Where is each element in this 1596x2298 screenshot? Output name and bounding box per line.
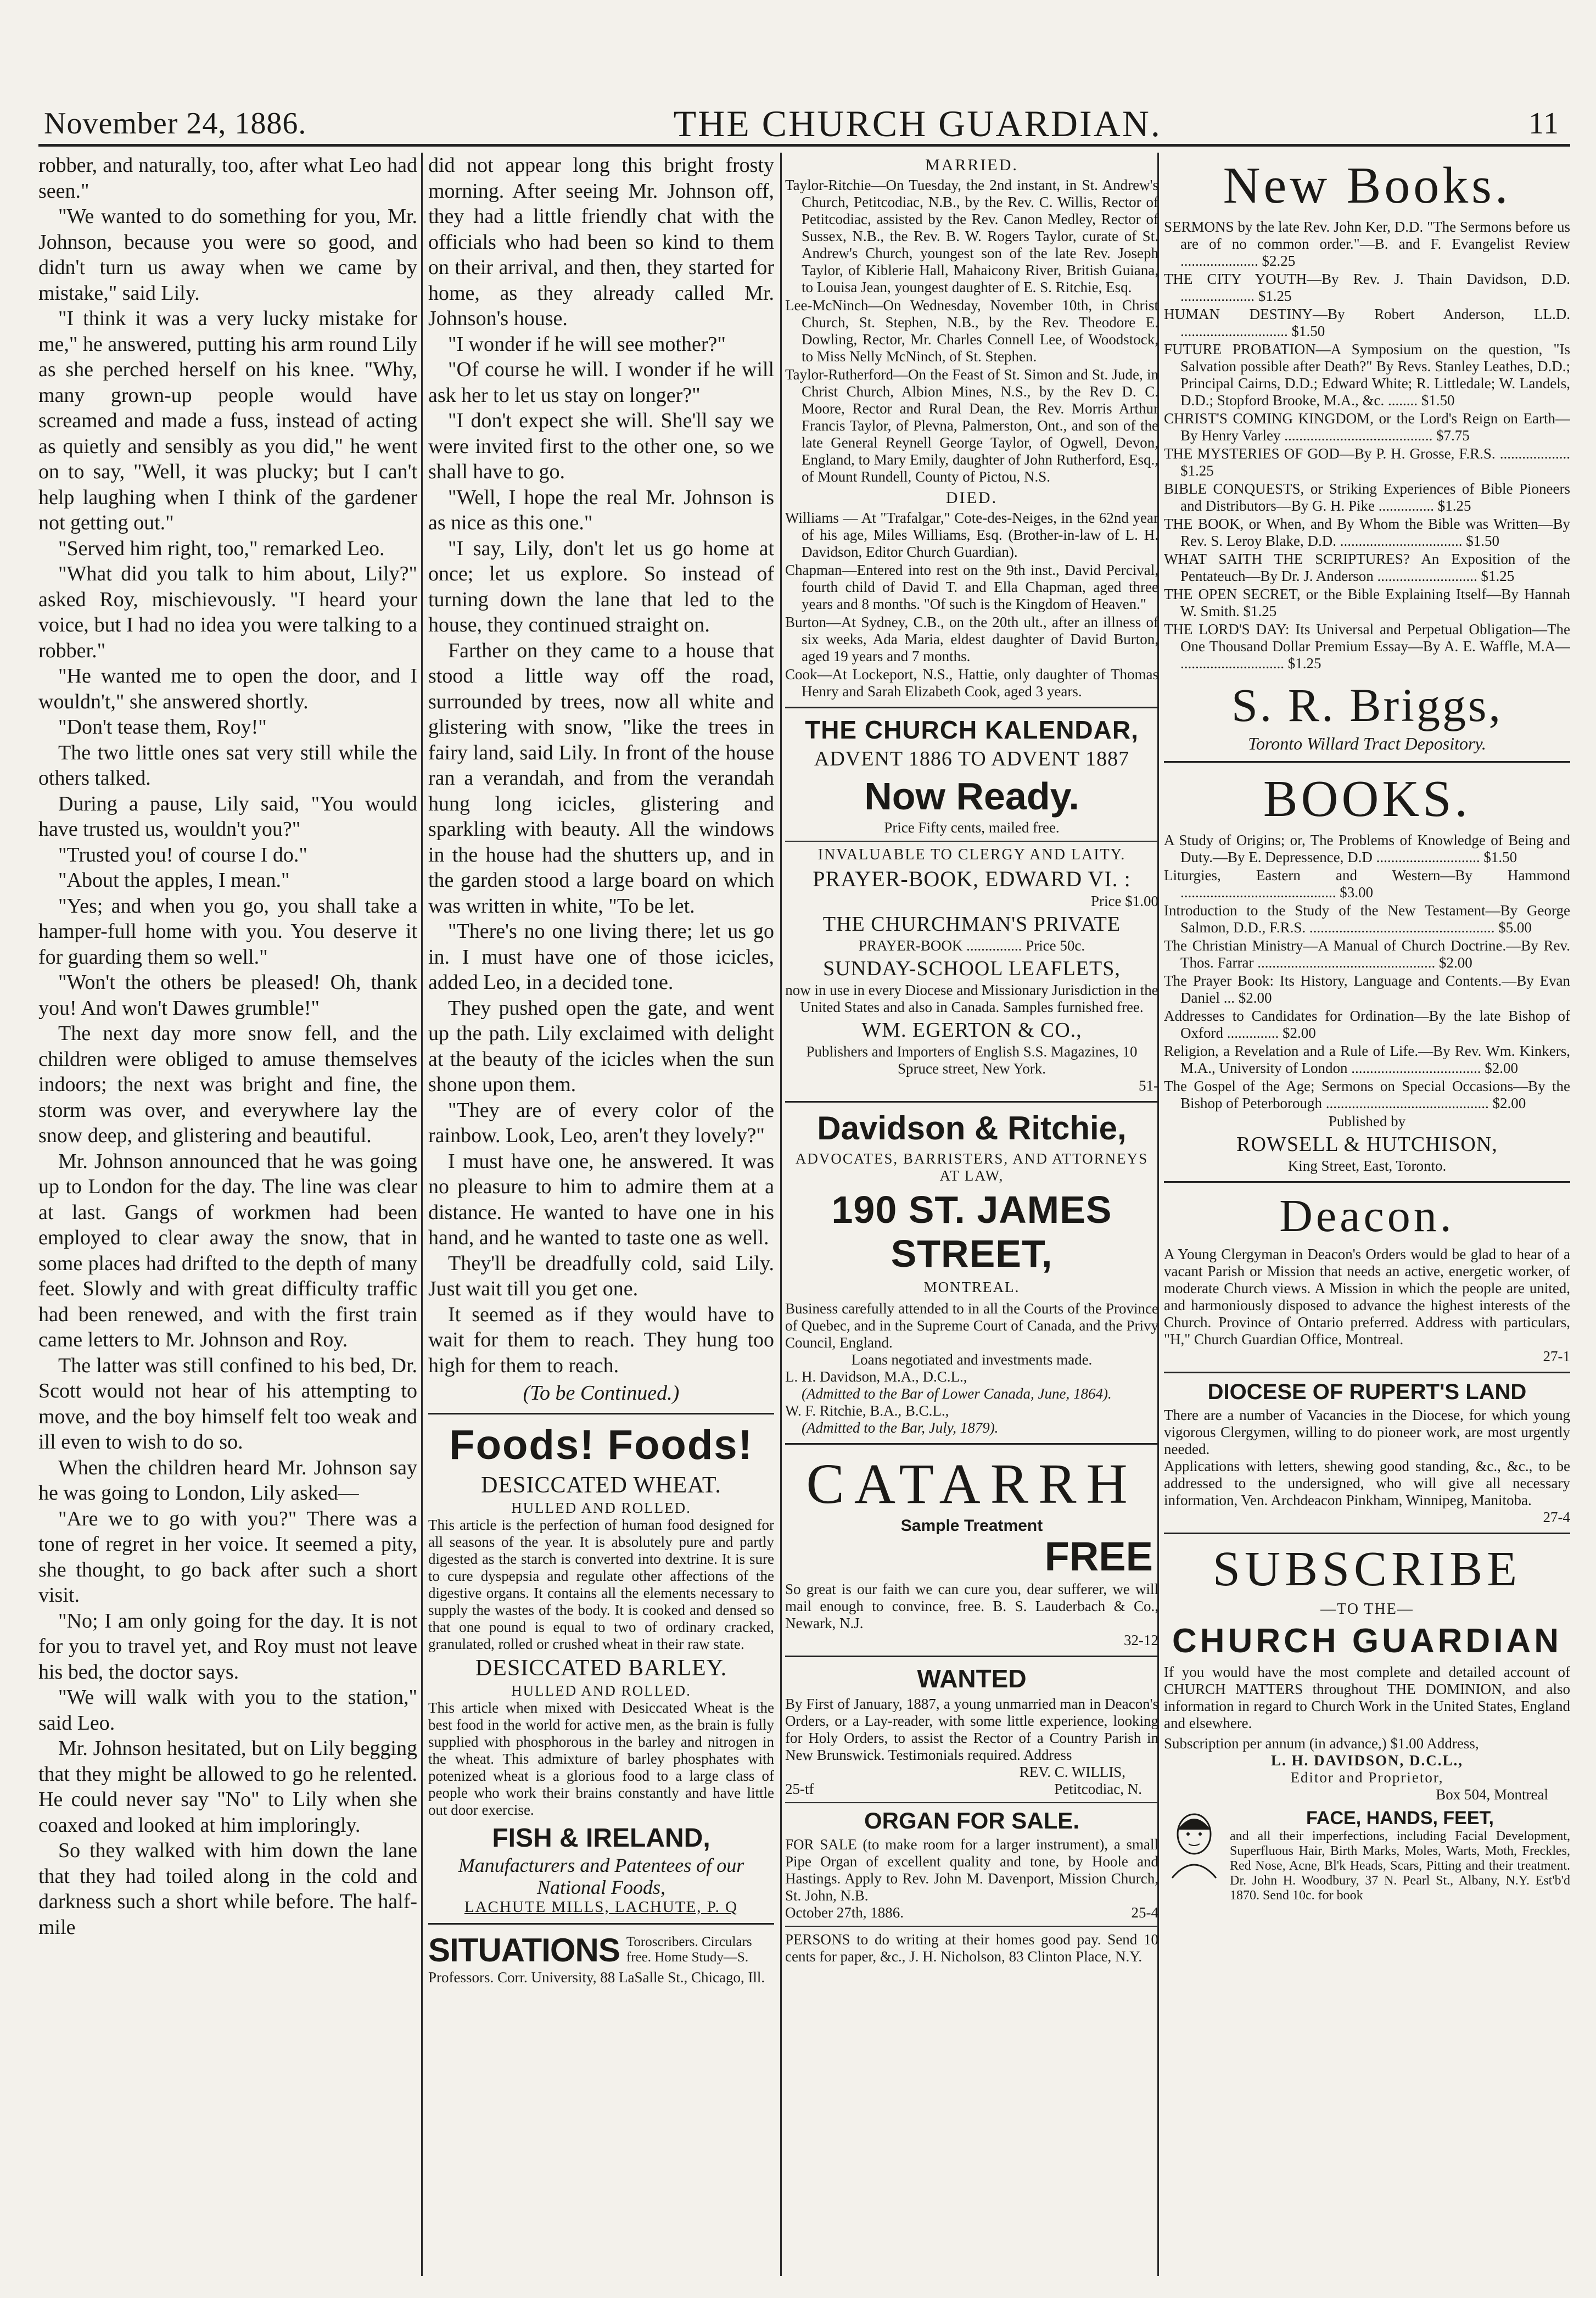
deacon-text: A Young Clergyman in Deacon's Orders would be glad to hear of a vacant Parish or Mission that needs an active, energetic worker, of moderate Church views. A Mission in which the people are united, and harmoniously disposed to advance the highest interests of the Church. Province of Ontario preferred. Address with particulars, "H," Church Guardian Office, Montreal. [1164,1246,1570,1348]
book-entry: BIBLE CONQUESTS, or Striking Experiences of Bible Pioneers and Distributors—By G. H. Pike ............... $1.25 [1164,480,1570,514]
story-paragraph: "What did you talk to him about, Lily?" asked Roy, mischievously. "I heard your voice, but I had no idea you were talking to a robber." [38,562,417,662]
book-entry: Introduction to the Study of the New Testament—By George Salmon, D.D., F.R.S. .................................................. $5.00 [1164,902,1570,936]
subscribe-title: SUBSCRIBE [1212,1542,1522,1596]
story-paragraph: The latter was still confined to his bed, Dr. Scott would not hear of his attempting to move, and the boy himself felt too weak and ill even to wish to do so. [38,1354,417,1453]
column-rule [421,153,423,2276]
fish-ireland-heading: FISH & IRELAND, [492,1823,710,1853]
wanted-ad [785,1664,1158,1798]
header-rule [38,144,1570,147]
egerton-text: Publishers and Importers of English S.S. Magazines, 10 Spruce street, New York. [806,1043,1138,1077]
story-paragraph: "Won't the others be pleased! Oh, thank you! And won't Dawes grumble!" [38,971,417,1020]
davidson-city: MONTREAL. [923,1279,1020,1295]
wanted-text: By First of January, 1887, a young unmarried man in Deacon's Orders, or a Lay-reader, with some little experience, looking for Holy Orders, to assist the Rector of a Country Parish in New Brunswick. Testimonials required. Address [785,1696,1158,1763]
face-hands-ad [1164,1808,1570,1903]
section-rule [785,1656,1158,1657]
story-paragraph: did not appear long this bright frosty morning. After seeing Mr. Johnson off, they had a little friendly chat with the officials who had been so kind to them on their arrival, and then, they started for home, as they already called Mr. Johnson's house. [428,154,774,330]
catarrh-ad [785,1451,1158,1649]
davidson-l1: L. H. Davidson, M.A., D.C.L., [785,1368,967,1385]
story-column-2 [428,153,774,2276]
to-be-continued: (To be Continued.) [523,1382,680,1405]
story-paragraph: "He wanted me to open the door, and I wouldn't," she answered shortly. [38,664,417,713]
ad-code: 51- [1139,1077,1158,1094]
wheat-text: This article is the perfection of human food designed for all seasons of the year. It is absolutely pure and partly digested as the starch is converted into dextrine. It is sure to cure dyspepsia and regulate other affections of the digestive organs. It contains all the elements necessary to supply the wastes of the body. It is cooked and densed so that one pound is equal to two of ordinary cracked, granulated, rolled or crushed wheat in their raw state. [428,1516,774,1652]
story-paragraph: "They are of every color of the rainbow. Look, Leo, aren't they lovely?" [428,1098,774,1147]
wanted-place: Petitcodiac, N. [1054,1781,1142,1797]
kalendar-advent: ADVENT 1886 TO ADVENT 1887 [814,747,1130,770]
notices-column [785,153,1158,2276]
wanted-signature: REV. C. WILLIS, [1019,1764,1125,1780]
egerton-name: WM. EGERTON & CO., [861,1019,1082,1042]
story-paragraph: "Well, I hope the real Mr. Johnson is as nice as this one." [428,485,774,534]
catarrh-title: CATARRH [806,1452,1138,1516]
organ-title: ORGAN FOR SALE. [864,1808,1079,1833]
deacon-title: Deacon. [1279,1190,1455,1242]
section-rule [1164,1372,1570,1373]
ad-code: 27-1 [1543,1348,1570,1365]
subscribe-text: If you would have the most complete and detailed account of CHURCH MATTERS throughout THE DOMINION, and also information in regard to Church Work in the United States, England and elsewhere. [1164,1664,1570,1731]
situations-text: Professors. Corr. University, 88 LaSalle St., Chicago, Ill. [428,1969,765,1986]
books-title: BOOKS. [1263,770,1471,827]
story-paragraph: The next day more snow fell, and the children were obliged to amuse themselves indoors; the next was bright and fine, the storm was over, and everywhere lay the snow deep, and glistering and beautiful. [38,1022,417,1147]
story-paragraph: robber, and naturally, too, after what Leo had seen." [38,154,417,203]
publisher-name: ROWSELL & HUTCHISON, [1236,1133,1498,1156]
book-entry: HUMAN DESTINY—By Robert Anderson, LL.D. ............................. $1.50 [1164,306,1570,339]
davidson-l2: (Admitted to the Bar of Lower Canada, June, 1864). [802,1385,1112,1402]
ad-code: 32-12 [1124,1632,1158,1648]
book-entry: FUTURE PROBATION—A Symposium on the question, "Is Salvation possible after Death?" By Revs. Stanley Leathes, D.D.; Principal Cairns, D.D.; Edward White; R. Littledale; W. Landels, D.D.; Stopford Brooke, M.A., &c. ........ $1.50 [1164,341,1570,409]
kalendar-price: Price Fifty cents, mailed free. [884,819,1060,836]
davidson-street: 190 ST. JAMES STREET, [831,1188,1112,1275]
book-entry: Religion, a Revelation and a Rule of Life.—By Rev. Wm. Kinkers, M.A., University of London ................................... $2.00 [1164,1043,1570,1076]
story-paragraph: Mr. Johnson hesitated, but on Lily begging that they might be allowed to go he relented. He could never say "No" to Lily when she coaxed and looked at him imploringly. [38,1737,417,1837]
story-paragraph: "There's no one living there; let us go in. I must have one of those icicles, added Leo, in a decided tone. [428,920,774,994]
page-number: 11 [1528,107,1559,141]
davidson-l4: (Admitted to the Bar, July, 1879). [802,1419,999,1436]
issue-date: November 24, 1886. [44,107,307,141]
catarrh-free: FREE [1044,1534,1153,1579]
subscribe-role: Editor and Proprietor, [1290,1769,1444,1786]
section-rule [785,707,1158,708]
hulled-rolled-label: HULLED AND ROLLED. [511,1682,691,1699]
book-entry: A Study of Origins; or, The Problems of Knowledge of Being and Duty.—By E. Depressence, D.D ............................ $1.50 [1164,832,1570,865]
story-paragraph: Mr. Johnson announced that he was going up to London for the day. The line was clear at last. Gangs of workmen had been employed to clear away the snow, that in some places had drifted to the depth of many feet. Slowly and with great difficulty traffic had been renewed, and with the first train came letters to Mr. Johnson and Roy. [38,1149,417,1351]
book-entry: WHAT SAITH THE SCRIPTURES? An Exposition of the Pentateuch—By Dr. J. Anderson ........................... $1.25 [1164,551,1570,584]
died-entry: Williams — At "Trafalgar," Cote-des-Neiges, in the 62nd year of his age, Miles Williams, Esq. (Brother-in-law of L. H. Davidson, Editor Church Guardian). [785,510,1158,560]
portrait-illustration [1164,1808,1224,1879]
story-paragraph: "Don't tease them, Roy!" [58,715,267,739]
manufacturers-line: Manufacturers and Patentees of our National Foods, [458,1854,744,1898]
churchman-title: THE CHURCHMAN'S PRIVATE [822,913,1121,936]
story-paragraph: The two little ones sat very still while the others talked. [38,741,417,790]
organ-text: FOR SALE (to make room for a larger instrument), a small Pipe Organ of excellent quality and tone, by Hoole and Hastings. Apply to Rev. John M. Davenport, Mission Church, St. John, N.B. [785,1836,1158,1904]
story-paragraph: "No; I am only going for the day. It is not for you to travel yet, and Roy must not leave his bed, the doctor says. [38,1609,417,1684]
story-column-1 [38,153,417,2276]
organ-ad [785,1808,1158,1921]
masthead-title: THE CHURCH GUARDIAN. [673,102,1162,144]
face-title: FACE, HANDS, FEET, [1306,1808,1494,1829]
prayer-book-title: PRAYER-BOOK, EDWARD VI. : [813,866,1131,891]
davidson-sub: ADVOCATES, BARRISTERS, AND ATTORNEYS AT LAW, [795,1150,1149,1184]
new-books-title: New Books. [1223,157,1511,214]
book-entry: Addresses to Candidates for Ordination—By the late Bishop of Oxford .............. $2.00 [1164,1008,1570,1041]
story-paragraph: They pushed open the gate, and went up the path. Lily exclaimed with delight at the beauty of the icicles when the sun shone upon them. [428,996,774,1096]
wanted-title: WANTED [917,1664,1027,1693]
davidson-ad [785,1109,1158,1436]
book-entry: THE OPEN SECRET, or the Bible Explaining Itself—By Hannah W. Smith. $1.25 [1164,586,1570,619]
story-paragraph: I must have one, he answered. It was no pleasure to him to admire them at a distance. He wanted to have one in his hand, and he wanted to taste one as well. [428,1149,774,1249]
catarrh-text: So great is our faith we can cure you, dear sufferer, we will mail enough to convince, free. B. S. Lauderbach & Co., Newark, N.J. [785,1581,1158,1631]
foods-title: Foods! Foods! [449,1421,753,1468]
book-entry: The Christian Ministry—A Manual of Church Doctrine.—By Rev. Thos. Farrar ................................................ $2.00 [1164,937,1570,971]
story-paragraph: When the children heard Mr. Johnson say he was going to London, Lily asked— [38,1456,417,1505]
ad-code: 25-4 [1131,1904,1158,1921]
story-paragraph: "Yes; and when you go, you shall take a hamper-full home with you. You deserve it for guarding them so well." [38,894,417,969]
foods-ad [428,1421,774,1916]
situations-heading: SITUATIONS [428,1931,620,1969]
died-entry: Burton—At Sydney, C.B., on the 20th ult., after an illness of six weeks, Ada Maria, eldest daughter of David Burton, aged 19 years and 7 months. [785,614,1158,664]
section-rule [785,1101,1158,1103]
died-entry: Chapman—Entered into rest on the 9th inst., David Percival, fourth child of David T. and Ella Chapman, aged three years and 8 months. "Of such is the Kingdom of Heaven." [785,562,1158,612]
book-entry: THE BOOK, or When, and By Whom the Bible was Written—By Rev. S. Leroy Blake, D.D. ................................. $1.50 [1164,516,1570,549]
story-paragraph: "Are we to go with you?" There was a tone of regret in her voice. It seemed a pity, she thought, to go back after such a short visit. [38,1507,417,1607]
situations-ad [428,1931,774,1986]
section-rule [785,1443,1158,1445]
briggs-depot: Toronto Willard Tract Depository. [1248,734,1486,753]
ruperts-text: There are a number of Vacancies in the Diocese, for which young vigorous Clergymen, willing to do pioneer work, are most urgently needed. [1164,1407,1570,1457]
divider [785,1802,1158,1803]
page-header [44,102,1559,146]
barley-heading: DESICCATED BARLEY. [475,1655,727,1681]
wheat-heading: DESICCATED WHEAT. [481,1472,721,1498]
story-paragraph: "We wanted to do something for you, Mr. Johnson, because you were so good, and didn't turn us away when we came by mistake," said Lily. [38,205,417,305]
column-rule [780,153,782,2276]
married-entry: Taylor-Rutherford—On the Feast of St. Simon and St. Jude, in Christ Church, Albion Mines, N.S., by the Rev D. C. Moore, Rector and Rural Dean, the Rev. Morris Arthur Francis Taylor, of Plevna, Palmerston, Ont., and son of the late General Reynell George Taylor, of Ogwell, Devon, England, to Mary Emily, daughter of John Rutherford, Esq., of Mount Rundell, County of Pictou, N.S. [785,366,1158,485]
situations-side-text: Toroscribers. Circulars free. Home Study—S. [626,1934,752,1965]
ruperts-text-2: Applications with letters, shewing good standing, &c., &c., to be addressed to the undersigned, who will give all necessary information, Ven. Archdeacon Pinkham, Winnipeg, Manitoba. [1164,1458,1570,1508]
leaflets-text: now in use in every Diocese and Missionary Jurisdiction in the United States and also in Canada. Samples furnished free. [785,982,1158,1015]
prayer-book-price: Price $1.00 [1091,893,1158,909]
book-entry: THE LORD'S DAY: Its Universal and Perpetual Obligation—The One Thousand Dollar Premium Essay—By A. E. Waffle, M.A— ............................ $1.25 [1164,621,1570,672]
davidson-loans: Loans negotiated and investments made. [851,1351,1093,1368]
now-ready: Now Ready. [864,775,1079,818]
divider [785,1926,1158,1927]
hulled-rolled-label: HULLED AND ROLLED. [511,1499,691,1516]
face-text: and all their imperfections, including Facial Development, Superfluous Hair, Birth Marks, Moles, Warts, Moth, Freckles, Red Nose, Acne, Bl'k Heads, Scars, Pitting and their treatment. Dr. John H. Woodbury, 37 N. Pearl St., Albany, N.Y. Est'b'd 1870. Send 10c. for book [1230,1829,1570,1903]
story-paragraph: "I say, Lily, don't let us go home at once; let us explore. So instead of turning down the lane that led to the house, they continued straight on. [428,536,774,636]
section-rule [1164,761,1570,763]
persons-text: PERSONS to do writing at their homes good pay. Send 10 cents for paper, &c., J. H. Nicholson, 83 Clinton Place, N.Y. [785,1931,1158,1965]
kalendar-title: THE CHURCH KALENDAR, [805,715,1139,744]
died-entry: Cook—At Lockeport, N.S., Hattie, only daughter of Thomas Henry and Sarah Elizabeth Cook, aged 3 years. [785,666,1158,700]
story-paragraph: During a pause, Lily said, "You would have trusted us, wouldn't you?" [38,792,417,841]
davidson-text: Business carefully attended to in all the Courts of the Province of Quebec, and in the Supreme Court of Canada, and the Privy Council, England. [785,1300,1158,1351]
books-column [1164,153,1570,2276]
story-paragraph: "Trusted you! of course I do." [58,843,307,866]
story-paragraph: "Of course he will. I wonder if he will ask her to let us stay on longer?" [428,358,774,407]
divider [785,841,1158,842]
churchman-price: PRAYER-BOOK ............... Price 50c. [858,937,1085,954]
ad-code: 27-4 [1543,1509,1570,1525]
davidson-title: Davidson & Ritchie, [817,1110,1127,1147]
subscribe-price: Subscription per annum (in advance,) $1.00 Address, [1164,1735,1479,1752]
story-paragraph: So they walked with him down the lane that they had toiled along in the cold and darkness such a short while before. The half-mile [38,1839,417,1939]
story-paragraph: "I think it was a very lucky mistake for me," he answered, putting his arm round Lily as she perched herself on his knee. "Why, many grown-up people would have screamed and made a fuss, instead of acting as quietly and sensibly as you did," he went on to say, "Well, it was plucky; but I can't help laughing when I think of the gardener not getting out." [38,307,417,534]
catarrh-sample: Sample Treatment [900,1517,1043,1535]
publisher-address: King Street, East, Toronto. [1287,1158,1447,1174]
story-paragraph: "Served him right, too," remarked Leo. [58,536,385,560]
story-paragraph: Farther on they came to a house that stood a little way off the road, surrounded by trees, now all white and glistering with snow, "like the trees in fairy land, said Lily. In front of the house ran a verandah, and from the verandah hung long icicles, glistering and sparkling with beauty. All the windows in the house had the shutters up, and in the garden stood a large board on which was written in white, "To be let. [428,639,774,918]
story-paragraph: "I don't expect she will. She'll say we were invited first to the other one, so we shall have to go. [428,409,774,483]
ad-code: 25-tf [785,1781,814,1797]
organ-date: October 27th, 1886. [785,1904,904,1921]
married-entry: Taylor-Ritchie—On Tuesday, the 2nd instant, in St. Andrew's Church, Petitcodiac, N.B., by the Rev. C. Willis, Rector of Petitcodiac, assisted by the Rev. Canon Medley, Rector of Sussex, N.B., the Rev. B. W. Rogers Taylor, curate of St. Andrew's Church, youngest son of the late Rev. Joseph Taylor, of Kiblerie Hall, Mahaicony River, British Guiana, to Louisa Jean, youngest daughter of E. S. Ritchie, Esq. [785,177,1158,295]
book-entry: THE CITY YOUTH—By Rev. J. Thain Davidson, D.D. .................... $1.25 [1164,271,1570,304]
story-paragraph: "About the apples, I mean." [58,869,290,892]
section-rule [428,1413,774,1414]
story-paragraph: It seemed as if they would have to wait for them to reach. They hung too high for them to reach. [428,1302,774,1377]
briggs-name: S. R. Briggs, [1231,679,1503,731]
book-entry: The Prayer Book: Its History, Language and Contents.—By Evan Daniel ... $2.00 [1164,972,1570,1006]
book-entry: Liturgies, Eastern and Western—By Hammond .......................................... $3.00 [1164,867,1570,901]
subscribe-paper: CHURCH GUARDIAN [1172,1622,1562,1660]
kalendar-ad [785,715,1158,1094]
story-paragraph: They'll be dreadfully cold, said Lily. Just wait till you get one. [428,1251,774,1300]
barley-text: This article when mixed with Desiccated Wheat is the best food in the world for active men, as the brain is fully supplied with phosphorous in the barley and nitrogen in the wheat. This admixture of barley phosphates with potenized wheat is a glorious food to a large class of people who work their brains constantly and have little out door exercise. [428,1699,774,1818]
died-heading: DIED. [945,489,998,507]
lachute-mills: LACHUTE MILLS, LACHUTE, P. Q [464,1898,738,1916]
persons-ad [785,1931,1158,1965]
book-entry: CHRIST'S COMING KINGDOM, or the Lord's Reign on Earth—By Henry Varley ........................................ $7.75 [1164,410,1570,444]
ruperts-title: DIOCESE OF RUPERT'S LAND [1207,1380,1527,1404]
married-heading: MARRIED. [925,156,1018,174]
invaluable-line: INVALUABLE TO CLERGY AND LAITY. [817,846,1126,863]
davidson-l3: W. F. Ritchie, B.A., B.C.L., [785,1402,949,1419]
published-by: Published by [1328,1113,1406,1130]
subscribe-to: —TO THE— [1320,1601,1414,1618]
story-paragraph: "I wonder if he will see mother?" [448,332,726,356]
section-rule [1164,1533,1570,1534]
book-entry: SERMONS by the late Rev. John Ker, D.D. "The Sermons before us are of no common order."—B. and F. Evangelist Review ..................... $2.25 [1164,219,1570,269]
story-paragraph: "We will walk with you to the station," said Leo. [38,1686,417,1735]
section-rule [1164,1181,1570,1183]
book-entry: THE MYSTERIES OF GOD—By P. H. Grosse, F.R.S. ................... $1.25 [1164,445,1570,479]
subscribe-editor: L. H. DAVIDSON, D.C.L., [1270,1752,1464,1769]
subscribe-box: Box 504, Montreal [1436,1786,1548,1803]
section-rule [428,1923,774,1925]
book-entry: The Gospel of the Age; Sermons on Special Occasions—By the Bishop of Peterborough ............................................ $2.00 [1164,1078,1570,1111]
leaflets-title: SUNDAY-SCHOOL LEAFLETS, [823,957,1121,980]
married-entry: Lee-McNinch—On Wednesday, November 10th, in Christ Church, St. Stephen, N.B., by the Rev. Theodore E. Dowling, Rector, Mr. Charles Connell Lee, of Woodstock, to Miss Nelly McNinch, of St. Stephen. [785,297,1158,365]
